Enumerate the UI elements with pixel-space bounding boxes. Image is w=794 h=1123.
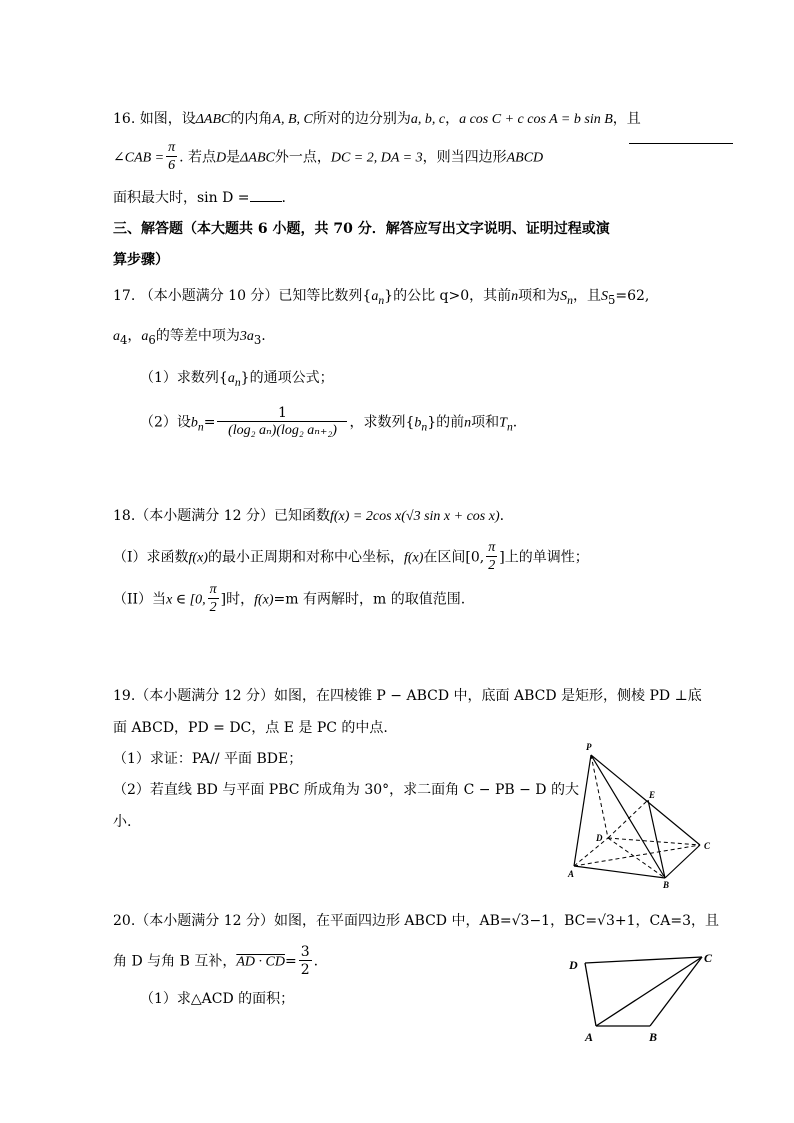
q20-vectors: AD · CD — [236, 954, 285, 970]
q16-text: 的内角 — [230, 111, 273, 127]
q17-text: }的通项公式； — [240, 370, 334, 386]
q16-angle: ∠CAB = — [113, 150, 165, 166]
q17-text: ，求数列{ — [349, 414, 415, 431]
q17-a6: a — [141, 329, 149, 344]
q20-text: = — [284, 953, 297, 970]
q17-text: }的公比 q>0，其前 — [384, 288, 512, 304]
q16-text: . — [281, 190, 286, 206]
denominator: 2 — [300, 962, 310, 978]
label-a: A — [568, 869, 575, 879]
q18-fx: f(x) — [403, 550, 424, 566]
q20-text: 20.（本小题满分 12 分）如图，在平面四边形 ABCD 中，AB= — [113, 913, 512, 929]
sub: 6 — [148, 332, 156, 347]
q17-a: a — [371, 289, 379, 304]
q19-part2: （2）若直线 BD 与平面 PBC 所成角为 30°，求二面角 C − PB − D 的大 — [113, 782, 579, 798]
sub: n — [421, 420, 428, 434]
label-p: P — [586, 742, 592, 752]
numerator: π — [209, 582, 217, 597]
q16-line3 — [113, 187, 286, 207]
denominator: 2 — [209, 600, 217, 615]
q17-text: . — [512, 414, 518, 431]
answer-rule — [629, 143, 733, 144]
q17-3a3: 3a — [239, 329, 254, 344]
q17-text: 的等差中项为 — [155, 328, 240, 344]
q18-line1 — [113, 505, 504, 525]
q16-sin: sin D = — [197, 190, 250, 206]
label-c: C — [704, 951, 713, 965]
sub: n — [567, 293, 573, 307]
label-c: C — [704, 841, 711, 851]
denominator: 6 — [168, 158, 176, 173]
q16-text: 16. 如图，设 — [113, 111, 196, 127]
q17-a: a — [227, 371, 235, 386]
numerator: 3 — [300, 944, 310, 960]
q17-b: b — [190, 415, 198, 431]
q18-function: f(x) = 2cos x(√3 sin x + cos x) — [329, 509, 500, 524]
q18-fx: f(x) — [254, 592, 274, 608]
q20-part1: （1）求△ACD 的面积； — [140, 991, 295, 1007]
q16-triangle: ΔABC — [195, 112, 231, 127]
q17-text: 项和 — [471, 414, 500, 431]
label-d: D — [569, 958, 578, 972]
q17-n: n — [464, 415, 472, 431]
q20-text: ，CA=3，且 — [635, 913, 720, 929]
q19-line1: 19.（本小题满分 12 分）如图，在四棱锥 P − ABCD 中，底面 ABCD 是矩形，侧棱 PD ⊥底 — [113, 688, 702, 704]
q18-text: 在区间[0, — [423, 549, 485, 566]
sub: n — [506, 420, 513, 434]
pi-over-2 — [208, 582, 219, 617]
q17-text: （2）设 — [140, 414, 191, 431]
three-over-two — [299, 944, 312, 979]
q19-part2-cont: 小. — [113, 814, 132, 830]
q17-s: S — [560, 289, 568, 304]
pyramid-figure — [560, 738, 730, 890]
q18-text: =m 有两解时，m 的取值范围. — [273, 591, 466, 608]
q16-equation: a cos C + c cos A = b sin B — [459, 112, 613, 127]
label-e: E — [649, 790, 656, 800]
q17-b: b — [414, 415, 422, 431]
q20-ab: √3−1 — [511, 913, 551, 929]
q16-text: 面积最大时， — [113, 190, 197, 206]
q19-part1: （1）求证：PA// 平面 BDE； — [113, 751, 303, 767]
q16-lengths: DC = 2, DA = 3 — [330, 150, 423, 166]
q17-n: n — [511, 289, 519, 304]
q17-text: 17. （本小题满分 10 分）已知等比数列{ — [113, 288, 372, 304]
sub: 3 — [253, 332, 262, 347]
numerator: 1 — [217, 405, 347, 422]
q17-fraction — [217, 405, 347, 440]
q17-text: ，且 — [572, 288, 601, 304]
q16-text: ，且 — [612, 111, 641, 127]
label-d: D — [596, 833, 603, 843]
q16-line2 — [113, 140, 543, 175]
q17-part1 — [140, 367, 334, 389]
q18-text: 18.（本小题满分 12 分）已知函数 — [113, 508, 330, 524]
q18-text: . — [499, 508, 505, 524]
denominator: 2 — [488, 558, 496, 573]
q17-text: . — [261, 328, 266, 344]
numerator: π — [488, 540, 496, 555]
q16-line1 — [113, 108, 641, 128]
sub: n — [378, 293, 385, 307]
q18-part2 — [113, 582, 465, 617]
q18-part1 — [113, 540, 589, 575]
q18-interval: x ∈ [0, — [166, 592, 206, 608]
q17-text: 项和为 — [518, 288, 561, 304]
section-heading-cont: 算步骤） — [113, 252, 169, 268]
q17-text: =62, — [615, 288, 650, 304]
q17-text: }的前 — [427, 414, 465, 431]
q18-text: （II）当 — [113, 591, 167, 608]
q16-triangle: ΔABC — [240, 150, 275, 166]
q17-t: T — [499, 415, 507, 431]
q20-text: 角 D 与角 B 互补， — [113, 953, 237, 970]
q16-angles: A, B, C — [272, 112, 313, 127]
q16-quad: ABCD — [506, 150, 544, 166]
q20-line1 — [113, 910, 719, 930]
q18-text: ]上的单调性； — [499, 549, 589, 566]
q17-a4: a — [113, 329, 120, 344]
q20-text: . — [313, 953, 319, 970]
label-b: B — [649, 1030, 658, 1044]
pi-over-6 — [166, 140, 177, 175]
q17-text: （1）求数列{ — [140, 370, 228, 386]
q17-text: = — [203, 414, 216, 431]
q16-point-d: D — [216, 150, 227, 166]
q17-line1 — [113, 285, 649, 307]
q16-text: 外一点， — [274, 149, 331, 166]
q17-text: ， — [127, 328, 142, 344]
q17-part2 — [140, 405, 517, 440]
pi-over-2 — [486, 540, 497, 575]
answer-blank[interactable] — [250, 189, 282, 202]
q17-line2 — [113, 325, 266, 347]
label-a: A — [585, 1030, 594, 1044]
q20-bc: √3+1 — [597, 913, 636, 929]
q18-text: （I）求函数 — [113, 549, 189, 566]
q18-fx: f(x) — [188, 550, 208, 566]
denominator: (log₂ aₙ)(log₂ aₙ₊₂) — [228, 423, 337, 438]
sub: 4 — [120, 332, 128, 347]
sub: 5 — [607, 292, 616, 307]
q20-line2 — [113, 944, 318, 979]
numerator: π — [168, 140, 176, 155]
q18-text: ]时， — [220, 591, 255, 608]
q17-s5: S — [600, 289, 608, 304]
q16-text: . 若点 — [179, 149, 217, 166]
label-b: B — [663, 880, 670, 890]
q16-text: ， — [445, 111, 460, 127]
q16-text: ，则当四边形 — [422, 149, 507, 166]
section-heading: 三、解答题（本大题共 6 小题，共 70 分．解答应写出文字说明、证明过程或演 — [113, 221, 610, 237]
q20-text: ，BC= — [550, 913, 598, 929]
q18-text: 的最小正周期和对称中心坐标， — [207, 549, 404, 566]
q16-text: 是 — [226, 149, 241, 166]
sub: n — [234, 375, 241, 389]
quadrilateral-figure — [565, 946, 725, 1046]
q16-text: 所对的边分别为 — [312, 111, 411, 127]
q19-line2: 面 ABCD，PD = DC，点 E 是 PC 的中点. — [113, 720, 388, 736]
sub: n — [197, 420, 204, 434]
q16-sides: a, b, c — [410, 112, 446, 127]
